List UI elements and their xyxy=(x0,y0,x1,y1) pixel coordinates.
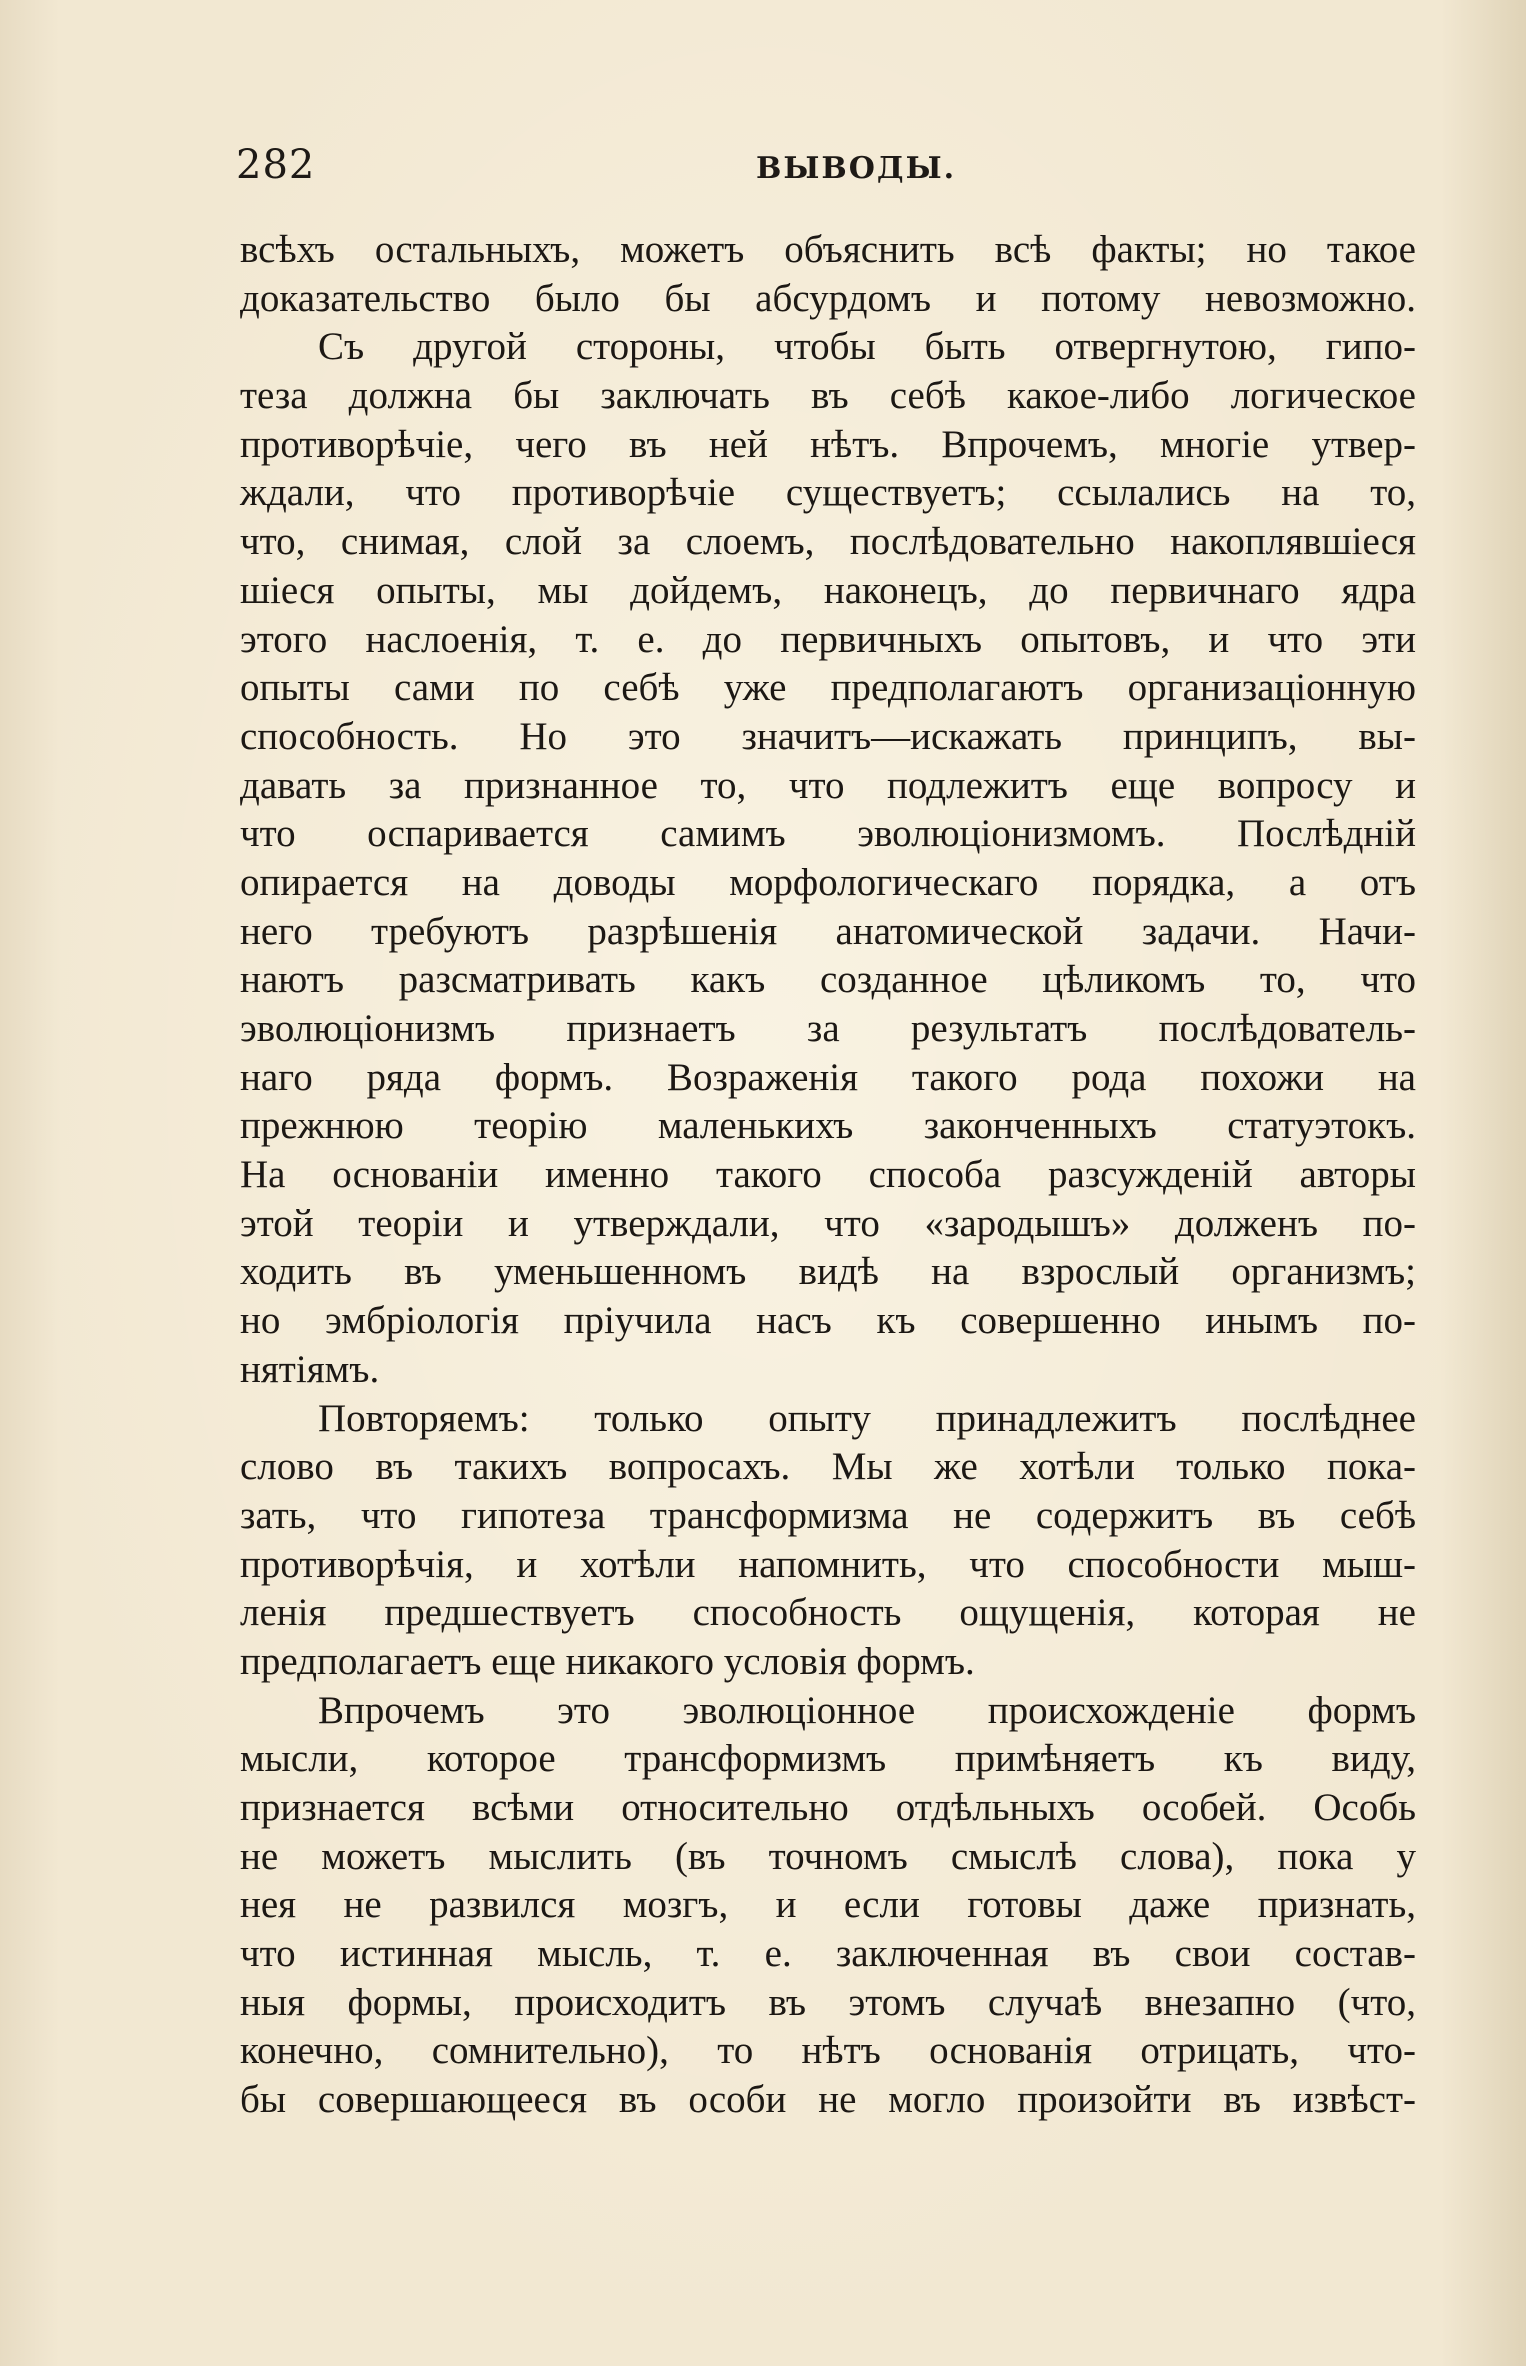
text-line: конечно, сомнительно), то нѣтъ основанія отрицать, что- xyxy=(240,2029,1416,2073)
body-text xyxy=(240,226,1416,2125)
text-line: но эмбріологія пріучила насъ къ совершенно инымъ по- xyxy=(240,1299,1416,1343)
text-line: ныя формы, происходитъ въ этомъ случаѣ внезапно (что, xyxy=(240,1980,1416,2024)
page-number: 282 xyxy=(236,142,316,188)
text-line: противорѣчіе, чего въ ней нѣтъ. Впрочемъ, многіе утвер- xyxy=(240,422,1416,466)
text-line: всѣхъ остальныхъ, можетъ объяснить всѣ факты; но такое xyxy=(240,228,1416,271)
text-line: что оспаривается самимъ эволюціонизмомъ. Послѣдній xyxy=(240,812,1416,856)
text-line: наго ряда формъ. Возраженія такого рода похожи на xyxy=(240,1055,1416,1099)
text-line: этой теоріи и утверждали, что «зародышъ» долженъ по- xyxy=(240,1201,1416,1245)
text-line: опирается на доводы морфологическаго порядка, а отъ xyxy=(240,860,1416,904)
text-line: прежнюю теорію маленькихъ законченныхъ статуэтокъ. xyxy=(240,1104,1416,1148)
text-line: предполагаетъ еще никакого условія формъ. xyxy=(240,1639,975,1683)
text-line: Впрочемъ это эволюціонное происхожденіе формъ xyxy=(318,1688,1416,1732)
text-line: На основаніи именно такого способа разсужденій авторы xyxy=(240,1153,1416,1197)
text-line: бы совершающееся въ особи не могло произойти въ извѣст- xyxy=(240,2078,1416,2122)
text-line: зать, что гипотеза трансформизма не содержитъ въ себѣ xyxy=(240,1493,1416,1537)
text-line: давать за признанное то, что подлежитъ еще вопросу и xyxy=(240,763,1416,807)
text-line: Повторяемъ: только опыту принадлежитъ послѣднее xyxy=(318,1396,1416,1440)
text-line: доказательство было бы абсурдомъ и потому невозможно. xyxy=(240,276,1416,320)
text-line: него требуютъ разрѣшенія анатомической задачи. Начи- xyxy=(240,909,1416,953)
text-line: теза должна бы заключать въ себѣ какое-либо логическое xyxy=(240,374,1416,418)
text-line: опыты сами по себѣ уже предполагаютъ организаціонную xyxy=(240,666,1416,710)
text-line: эволюціонизмъ признаетъ за результатъ послѣдователь- xyxy=(240,1007,1416,1050)
text-line: Съ другой стороны, чтобы быть отвергнутою, гипо- xyxy=(318,325,1416,369)
text-line: противорѣчія, и хотѣли напомнить, что способности мыш- xyxy=(240,1542,1416,1586)
page-header xyxy=(236,140,1416,190)
text-line: нятіямъ. xyxy=(240,1347,380,1391)
text-line: слово въ такихъ вопросахъ. Мы же хотѣли только пока- xyxy=(240,1445,1416,1489)
text-line: мысли, которое трансформизмъ примѣняетъ къ виду, xyxy=(240,1737,1416,1781)
text-line: что истинная мысль, т. е. заключенная въ свои состав- xyxy=(240,1932,1416,1976)
text-line: шіеся опыты, мы дойдемъ, наконецъ, до первичнаго ядра xyxy=(240,568,1416,612)
text-line: что, снимая, слой за слоемъ, послѣдовательно накоплявшіеся xyxy=(240,520,1416,564)
text-line: ходить въ уменьшенномъ видѣ на взрослый организмъ; xyxy=(240,1250,1416,1294)
text-line: признается всѣми относительно отдѣльныхъ особей. Особь xyxy=(240,1786,1416,1829)
text-line: нея не развился мозгъ, и если готовы даже признать, xyxy=(240,1883,1416,1927)
text-line: наютъ разсматривать какъ созданное цѣликомъ то, что xyxy=(240,958,1416,1002)
text-line: этого наслоенія, т. е. до первичныхъ опытовъ, и что эти xyxy=(240,617,1416,661)
running-title: ВЫВОДЫ. xyxy=(756,151,957,186)
text-line: ждали, что противорѣчіе существуетъ; ссылались на то, xyxy=(240,471,1416,515)
text-line: способность. Но это значитъ—искажать принципъ, вы- xyxy=(240,714,1416,758)
text-line: ленія предшествуетъ способность ощущенія, которая не xyxy=(240,1591,1416,1635)
text-line: не можетъ мыслить (въ точномъ смыслѣ слова), пока у xyxy=(240,1834,1416,1878)
